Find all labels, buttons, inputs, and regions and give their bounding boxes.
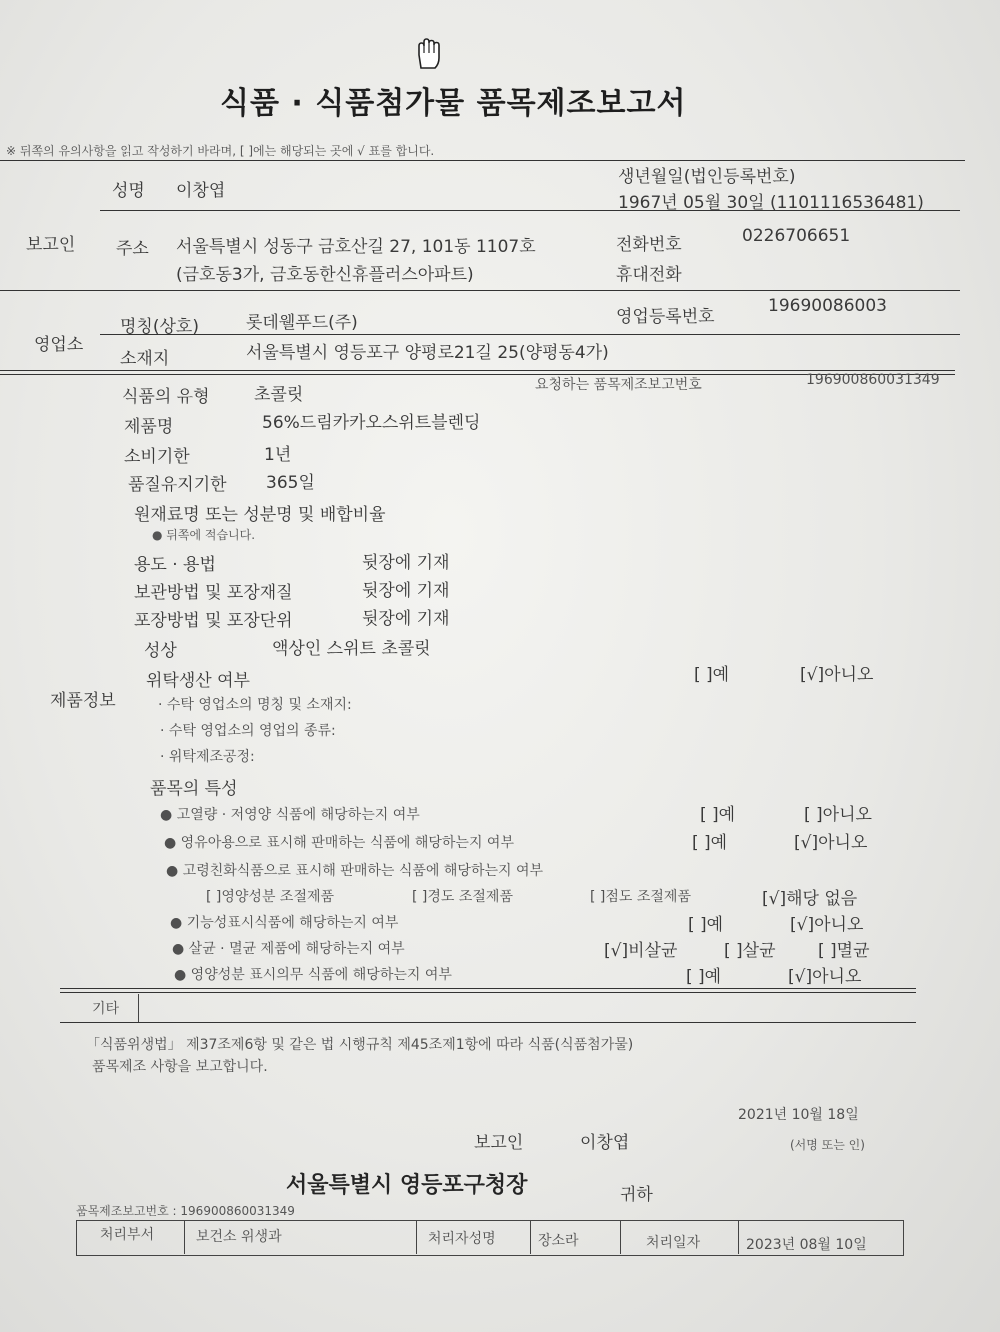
product-name: 56%드림카카오스위트블렌딩 [262,413,481,433]
packing-value: 뒷장에 기재 [362,609,450,629]
handler-value: 장소라 [538,1233,579,1249]
divider [620,1220,621,1254]
report-date: 2021년 10월 18일 [738,1107,859,1123]
feature-high-calorie: ● 고열량 · 저영양 식품에 해당하는지 여부 [160,807,420,823]
feature-senior-nutrient[interactable]: [ ]영양성분 조절제품 [206,889,335,905]
divider [100,334,960,335]
divider [0,290,960,291]
feature-high-calorie-yes[interactable]: [ ]예 [700,805,736,825]
business-name-label: 명칭(상호) [120,317,199,337]
other-label: 기타 [92,1001,120,1017]
quality-period-label: 품질유지기한 [128,475,227,495]
statement-line-2: 품목제조 사항을 보고합니다. [92,1059,268,1075]
divider [738,1220,739,1254]
usage-label: 용도 · 용법 [134,555,216,575]
reporter-sign-label: 보고인 [474,1133,524,1153]
business-name: 롯데웰푸드(주) [246,313,358,333]
divider [530,1220,531,1254]
reporter-section-label: 보고인 [26,235,76,255]
process-date-value: 2023년 08월 10일 [746,1237,867,1253]
storage-value: 뒷장에 기재 [362,581,450,601]
feature-infant-yes[interactable]: [ ]예 [692,833,728,853]
request-number: 196900860031349 [806,372,940,388]
quality-period-value: 365일 [266,473,315,493]
instructions-text: ※ 뒤쪽의 유의사항을 읽고 작성하기 바라며, [ ]에는 해당되는 곳에 √ 표를 합니다. [6,144,435,158]
food-type: 초콜릿 [254,385,304,405]
expiry-value: 1년 [264,445,292,465]
consignment-detail-3: · 위탁제조공정: [160,749,255,765]
divider [60,1022,916,1023]
consignment-label: 위탁생산 여부 [146,671,250,691]
address-line2: (금호동3가, 금호동한신휴플러스아파트) [176,265,474,285]
recipient-org: 서울특별시 영등포구청장 [286,1173,528,1198]
feature-sterilized[interactable]: [ ]살균 [724,941,776,961]
feature-senior-viscosity[interactable]: [ ]점도 조절제품 [590,889,691,905]
ingredients-note: ● 뒤쪽에 적습니다. [152,528,256,542]
business-section-label: 영업소 [34,335,84,355]
divider [0,370,955,371]
feature-senior: ● 고령친화식품으로 표시해 판매하는 식품에 해당하는지 여부 [166,863,544,879]
feature-aseptic[interactable]: [ ]멸균 [818,941,870,961]
usage-value: 뒷장에 기재 [362,553,450,573]
shape-value: 액상인 스위트 초콜릿 [272,639,431,659]
dept-label: 처리부서 [100,1227,155,1243]
feature-nutrition-no[interactable]: [√]아니오 [788,967,862,987]
process-date-label: 처리일자 [646,1235,701,1251]
feature-high-calorie-no[interactable]: [ ]아니오 [804,805,872,825]
registration-label: 영업등록번호 [616,307,715,327]
divider [138,994,139,1022]
report-number: 품목제조보고번호 : 196900860031349 [76,1204,295,1218]
consignment-no-checkbox[interactable]: [√]아니오 [800,665,874,685]
reporter-name: 이창엽 [176,181,226,201]
packing-label: 포장방법 및 포장단위 [134,611,293,631]
business-location: 서울특별시 영등포구 양평로21길 25(양평동4가) [246,343,609,363]
consignment-detail-1: · 수탁 영업소의 명칭 및 소재지: [158,697,352,713]
address-line1: 서울특별시 성동구 금호산길 27, 101동 1107호 [176,237,536,257]
address-label: 주소 [116,239,149,259]
divider [100,210,960,211]
handler-label: 처리자성명 [428,1231,496,1247]
expiry-label: 소비기한 [124,447,190,467]
storage-label: 보관방법 및 포장재질 [134,583,293,603]
feature-infant-no[interactable]: [√]아니오 [794,833,868,853]
consignment-yes-checkbox[interactable]: [ ]예 [694,665,730,685]
feature-functional-no[interactable]: [√]아니오 [790,915,864,935]
divider [416,1220,417,1254]
signature-note: (서명 또는 인) [790,1138,865,1152]
feature-nutrition-yes[interactable]: [ ]예 [686,967,722,987]
product-name-label: 제품명 [124,417,174,437]
hand-cursor-icon [412,38,446,70]
feature-functional-yes[interactable]: [ ]예 [688,915,724,935]
divider [184,1220,185,1254]
features-label: 품목의 특성 [150,779,238,799]
phone-number: 0226706651 [742,226,851,246]
statement-line-1: 「식품위생법」 제37조제6항 및 같은 법 시행규칙 제45조제1항에 따라 식품(식품첨가물) [86,1037,634,1053]
feature-non-sterilized[interactable]: [√]비살균 [604,941,678,961]
product-section-label: 제품정보 [50,691,116,711]
reporter-sign-name: 이창엽 [580,1133,630,1153]
registration-number: 19690086003 [768,296,887,316]
feature-infant: ● 영유아용으로 표시해 판매하는 식품에 해당하는지 여부 [164,835,514,851]
document-title: 식품 · 식품첨가물 품목제조보고서 [220,86,687,121]
request-number-label: 요청하는 품목제조보고번호 [535,377,702,393]
consignment-detail-2: · 수탁 영업소의 영업의 종류: [160,723,336,739]
feature-sterilization: ● 살균 · 멸균 제품에 해당하는지 여부 [172,941,405,957]
birth-label: 생년월일(법인등록번호) [618,167,796,187]
food-type-label: 식품의 유형 [122,387,210,407]
recipient-suffix: 귀하 [620,1185,653,1205]
divider [60,988,916,989]
divider [0,160,965,161]
phone-label: 전화번호 [616,235,682,255]
feature-senior-none[interactable]: [√]해당 없음 [762,889,858,909]
birth-value: 1967년 05월 30일 (1101116536481) [618,193,924,213]
mobile-label: 휴대전화 [616,265,682,285]
feature-nutrition-label: ● 영양성분 표시의무 식품에 해당하는지 여부 [174,967,452,983]
shape-label: 성상 [144,641,177,661]
divider [60,992,916,993]
feature-senior-hardness[interactable]: [ ]경도 조절제품 [412,889,513,905]
dept-value: 보건소 위생과 [196,1229,282,1245]
name-label: 성명 [112,181,145,201]
feature-functional: ● 기능성표시식품에 해당하는지 여부 [170,915,399,931]
ingredients-label: 원재료명 또는 성분명 및 배합비율 [134,505,386,525]
location-label: 소재지 [120,349,170,369]
